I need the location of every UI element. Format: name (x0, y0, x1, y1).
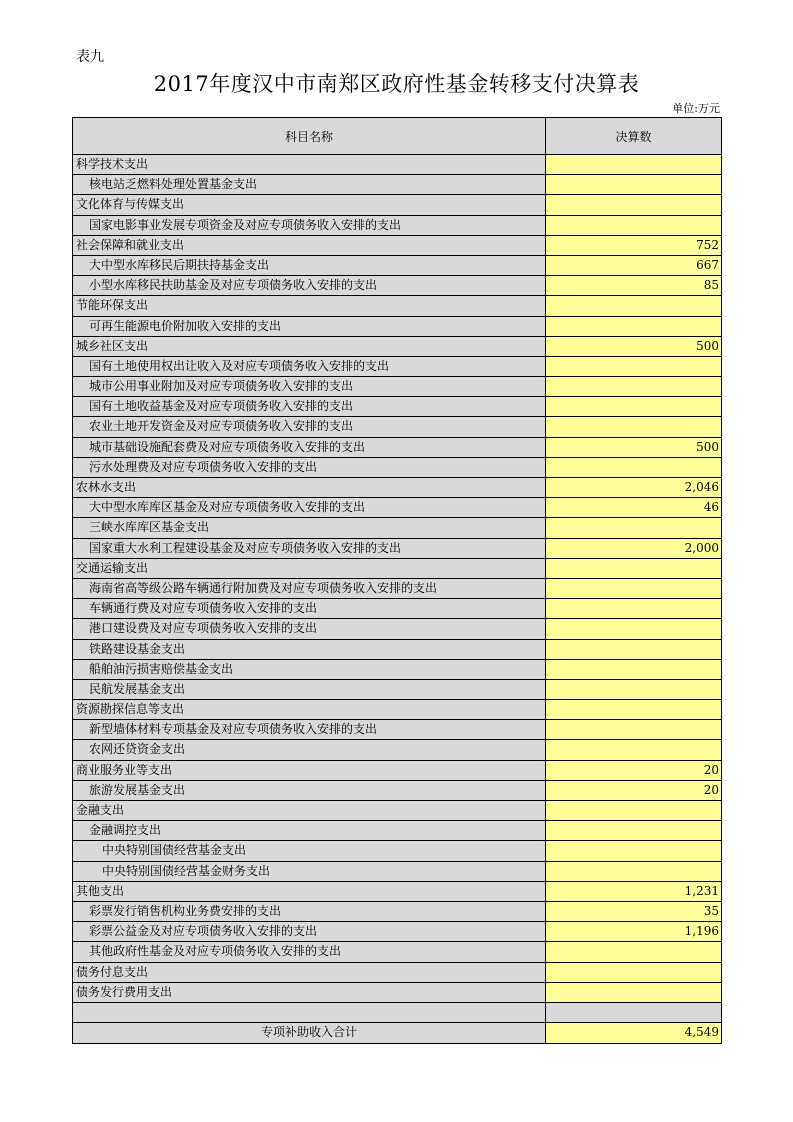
amount-cell (546, 175, 721, 194)
item-name-cell: 中央特别国债经营基金支出 (73, 841, 546, 860)
item-name-cell: 彩票公益金及对应专项债务收入安排的支出 (73, 922, 546, 941)
amount-cell: 752 (546, 236, 721, 255)
item-name-cell: 金融调控支出 (73, 821, 546, 840)
amount-cell (546, 377, 721, 396)
table-row (73, 518, 721, 538)
table-row (73, 317, 721, 337)
amount-cell (546, 841, 721, 860)
table-row (73, 781, 721, 801)
item-name-cell: 国家重大水利工程建设基金及对应专项债务收入安排的支出 (73, 539, 546, 558)
amount-cell (546, 740, 721, 759)
table-row (73, 983, 721, 1003)
amount-cell (546, 458, 721, 477)
table-row (73, 175, 721, 195)
item-name-cell: 资源勘探信息等支出 (73, 700, 546, 719)
item-name-cell: 城市基础设施配套费及对应专项债务收入安排的支出 (73, 438, 546, 457)
table-row (73, 236, 721, 256)
item-name-cell (73, 1003, 546, 1022)
amount-cell (546, 357, 721, 376)
table-row (73, 155, 721, 175)
amount-cell: 500 (546, 438, 721, 457)
amount-cell (546, 801, 721, 820)
item-name-cell: 债务发行费用支出 (73, 983, 546, 1002)
item-name-cell: 小型水库移民扶助基金及对应专项债务收入安排的支出 (73, 276, 546, 295)
amount-cell (546, 983, 721, 1002)
column-header-name: 科目名称 (73, 118, 546, 154)
amount-cell: 667 (546, 256, 721, 275)
page-title: 2017年度汉中市南郑区政府性基金转移支付决算表 (153, 72, 640, 96)
table-row (73, 761, 721, 781)
amount-cell (546, 518, 721, 537)
table-row (73, 1003, 721, 1023)
item-name-cell: 污水处理费及对应专项债务收入安排的支出 (73, 458, 546, 477)
table-row (73, 599, 721, 619)
table-row (73, 579, 721, 599)
item-name-cell: 农林水支出 (73, 478, 546, 497)
table-row (73, 922, 721, 942)
table-row (73, 417, 721, 437)
amount-cell (546, 317, 721, 336)
table-row (73, 397, 721, 417)
item-name-cell: 节能环保支出 (73, 296, 546, 315)
amount-cell (546, 195, 721, 214)
amount-cell: 1,231 (546, 882, 721, 901)
item-name-cell: 城市公用事业附加及对应专项债务收入安排的支出 (73, 377, 546, 396)
table-row (73, 195, 721, 215)
table-row (73, 458, 721, 478)
table-row (73, 902, 721, 922)
item-name-cell: 可再生能源电价附加收入安排的支出 (73, 317, 546, 336)
table-row (73, 357, 721, 377)
table-row (73, 377, 721, 397)
unit-label: 单位:万元 (672, 102, 720, 115)
amount-cell (546, 660, 721, 679)
column-header-value: 决算数 (615, 129, 652, 144)
amount-cell (546, 700, 721, 719)
item-name-cell: 商业服务业等支出 (73, 761, 546, 780)
item-name-cell: 民航发展基金支出 (73, 680, 546, 699)
table-row (73, 619, 721, 639)
table-row (73, 700, 721, 720)
table-header (73, 118, 721, 155)
item-name-cell: 船舶油污损害赔偿基金支出 (73, 660, 546, 679)
amount-cell: 500 (546, 337, 721, 356)
item-name-cell: 铁路建设基金支出 (73, 640, 546, 659)
item-name-cell: 农业土地开发资金及对应专项债务收入安排的支出 (73, 417, 546, 436)
amount-cell: 20 (546, 781, 721, 800)
table-row (73, 942, 721, 962)
table-row (73, 963, 721, 983)
amount-cell: 35 (546, 902, 721, 921)
amount-cell: 20 (546, 761, 721, 780)
table-body (73, 155, 721, 1043)
item-name-cell: 交通运输支出 (73, 559, 546, 578)
table-row (73, 841, 721, 861)
budget-table (72, 117, 722, 1044)
item-name-cell: 社会保障和就业支出 (73, 236, 546, 255)
amount-cell (546, 216, 721, 235)
amount-cell: 46 (546, 498, 721, 517)
item-name-cell: 港口建设费及对应专项债务收入安排的支出 (73, 619, 546, 638)
table-number-label: 表九 (76, 49, 104, 65)
item-name-cell: 大中型水库移民后期扶持基金支出 (73, 256, 546, 275)
table-row (73, 539, 721, 559)
item-name-cell: 国有土地使用权出让收入及对应专项债务收入安排的支出 (73, 357, 546, 376)
table-row (73, 478, 721, 498)
amount-cell (546, 640, 721, 659)
amount-cell (546, 680, 721, 699)
amount-cell (546, 397, 721, 416)
amount-cell (546, 579, 721, 598)
table-row (73, 862, 721, 882)
item-name-cell: 海南省高等级公路车辆通行附加费及对应专项债务收入安排的支出 (73, 579, 546, 598)
amount-cell: 1,196 (546, 922, 721, 941)
amount-cell: 85 (546, 276, 721, 295)
item-name-cell: 城乡社区支出 (73, 337, 546, 356)
table-row (73, 559, 721, 579)
item-name-cell: 其他支出 (73, 882, 546, 901)
amount-cell (546, 296, 721, 315)
total-value: 4,549 (546, 1023, 721, 1043)
item-name-cell: 旅游发展基金支出 (73, 781, 546, 800)
amount-cell (546, 963, 721, 982)
item-name-cell: 科学技术支出 (73, 155, 546, 174)
amount-cell (546, 942, 721, 961)
item-name-cell: 新型墙体材料专项基金及对应专项债务收入安排的支出 (73, 720, 546, 739)
item-name-cell: 农网还贷资金支出 (73, 740, 546, 759)
item-name-cell: 债务付息支出 (73, 963, 546, 982)
item-name-cell: 国有土地收益基金及对应专项债务收入安排的支出 (73, 397, 546, 416)
amount-cell (546, 821, 721, 840)
total-row (73, 1023, 721, 1043)
table-row (73, 660, 721, 680)
table-row (73, 438, 721, 458)
amount-cell (546, 720, 721, 739)
total-label: 专项补助收入合计 (73, 1023, 546, 1043)
amount-cell (546, 155, 721, 174)
table-row (73, 821, 721, 841)
table-row (73, 337, 721, 357)
table-row (73, 216, 721, 236)
table-row (73, 801, 721, 821)
table-row (73, 498, 721, 518)
table-row (73, 882, 721, 902)
amount-cell (546, 559, 721, 578)
table-row (73, 256, 721, 276)
item-name-cell: 中央特别国债经营基金财务支出 (73, 862, 546, 881)
amount-cell (546, 862, 721, 881)
table-row (73, 740, 721, 760)
item-name-cell: 大中型水库库区基金及对应专项债务收入安排的支出 (73, 498, 546, 517)
amount-cell (546, 1003, 721, 1022)
item-name-cell: 核电站乏燃料处理处置基金支出 (73, 175, 546, 194)
table-row (73, 640, 721, 660)
item-name-cell: 其他政府性基金及对应专项债务收入安排的支出 (73, 942, 546, 961)
amount-cell (546, 599, 721, 618)
item-name-cell: 彩票发行销售机构业务费安排的支出 (73, 902, 546, 921)
item-name-cell: 国家电影事业发展专项资金及对应专项债务收入安排的支出 (73, 216, 546, 235)
item-name-cell: 车辆通行费及对应专项债务收入安排的支出 (73, 599, 546, 618)
amount-cell (546, 417, 721, 436)
table-row (73, 296, 721, 316)
amount-cell: 2,046 (546, 478, 721, 497)
item-name-cell: 金融支出 (73, 801, 546, 820)
table-row (73, 276, 721, 296)
item-name-cell: 三峡水库库区基金支出 (73, 518, 546, 537)
table-row (73, 680, 721, 700)
amount-cell: 2,000 (546, 539, 721, 558)
amount-cell (546, 619, 721, 638)
item-name-cell: 文化体育与传媒支出 (73, 195, 546, 214)
table-row (73, 720, 721, 740)
